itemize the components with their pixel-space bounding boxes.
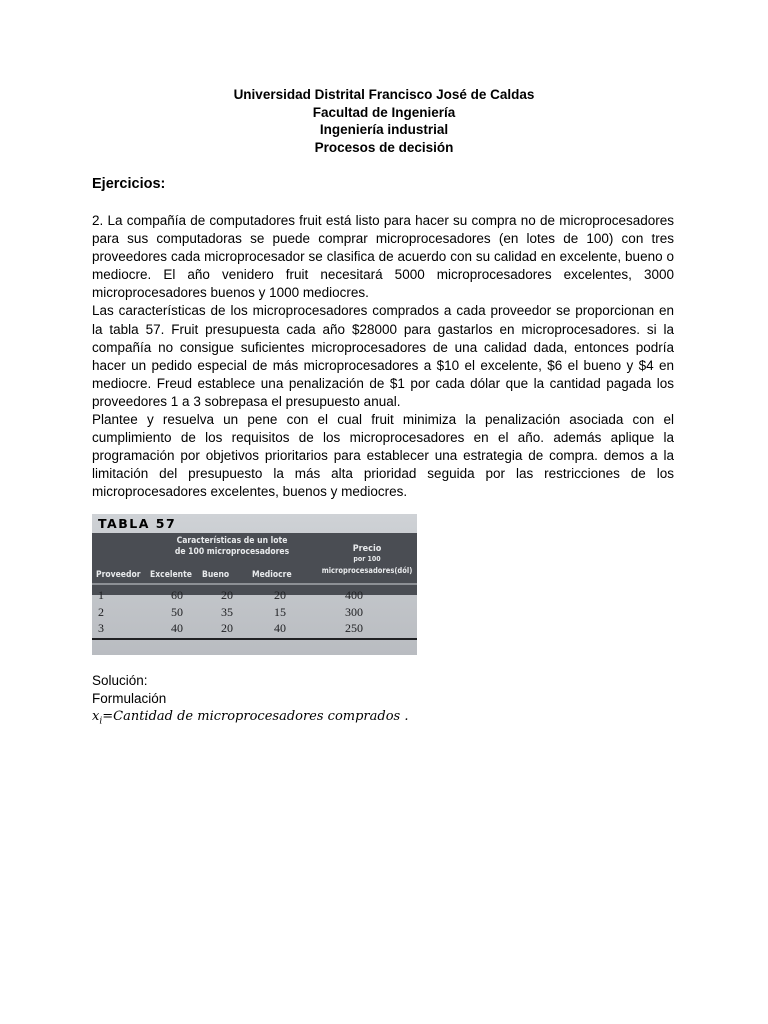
row3-precio: 250 [345,621,363,635]
paragraph-problem: 2. La compañía de computadores fruit está listo para hacer su compra no de microprocesadores para sus computadoras se puede comprar microprocesadores (en lotes de 100) con tres proveedores cada microprocesador se clasifica de acuerdo con su calidad en excelente, bueno o mediocre. El año venidero fruit necesitará 5000 microprocesadores excelentes, 3000 microprocesadores buenos y 1000 mediocres. [92,213,674,301]
document-header [0,86,768,156]
exercise-body [92,212,674,502]
price-header-line1: Precio [352,544,382,554]
row1-bueno: 20 [221,588,233,602]
university-name: Universidad Distrital Francisco José de Caldas [233,87,535,102]
col-header-excelente: Excelente [150,570,192,580]
faculty-name: Facultad de Ingeniería [312,104,456,120]
group-header-line1: Características de un lote [176,536,288,546]
var-definition-text: =Cantidad de microprocesadores comprados . [102,709,409,724]
solution-label: Solución: [92,673,148,688]
row3-mediocre: 40 [274,621,286,635]
var-subscript: i [99,716,103,727]
program-name: Ingeniería industrial [319,122,449,137]
row2-excelente: 50 [171,605,183,619]
paragraph-task: Plantee y resuelva un pene con el cual fruit minimiza la penalización asociada con el cumplimiento de los requisitos de los microprocesadores en el año. además aplique la programación por objetivos prioritarios para establecer una estrategia de compra. demos a la limitación del presupuesto la más alta prioridad seguida por las restricciones de los microprocesadores excelentes, buenos y mediocres. [92,412,674,500]
col-header-bueno: Bueno [202,570,230,580]
price-header-line3: microprocesadores(dól) [321,566,413,575]
var-symbol: x [92,709,100,724]
col-header-mediocre: Mediocre [252,570,292,580]
row3-excelente: 40 [171,621,183,635]
bottom-rule [92,638,417,640]
group-header-line2: de 100 microprocesadores [174,547,290,557]
paragraph-characteristics: Las características de los microprocesadores comprados a cada proveedor se proporcionan en la tabla 57. Fruit presupuesta cada año $28000 para gastarlos en microprocesadores. si la compañía no consigue suficientes microprocesadores de una calidad dada, entonces podría hacer un pedido especial de más microprocesadores a $10 el excelente, $6 el bueno y $4 en mediocre. Freud establece una penalización de $1 por cada dólar que la cantidad pagada los proveedores 1 a 3 sobrepasa el presupuesto anual. [92,303,674,409]
row3-proveedor: 3 [98,621,104,635]
section-title: Ejercicios: [92,176,166,192]
solution-block [92,672,408,731]
row3-bueno: 20 [221,621,233,635]
row1-proveedor: 1 [98,588,104,602]
course-name: Procesos de decisión [314,139,454,155]
price-header-line2: por 100 [353,555,381,563]
col-header-proveedor: Proveedor [96,570,141,580]
row2-proveedor: 2 [98,605,104,619]
row2-bueno: 35 [221,605,233,619]
variable-definition [92,708,408,731]
table-title: TABLA 57 [98,516,177,531]
row2-mediocre: 15 [274,605,286,619]
row1-excelente: 60 [171,588,183,602]
row2-precio: 300 [345,605,363,619]
row1-precio: 400 [345,588,363,602]
table-57-image [92,514,417,655]
formulation-label: Formulación [92,691,167,706]
header-rule [92,583,417,585]
row1-mediocre: 20 [274,588,286,602]
